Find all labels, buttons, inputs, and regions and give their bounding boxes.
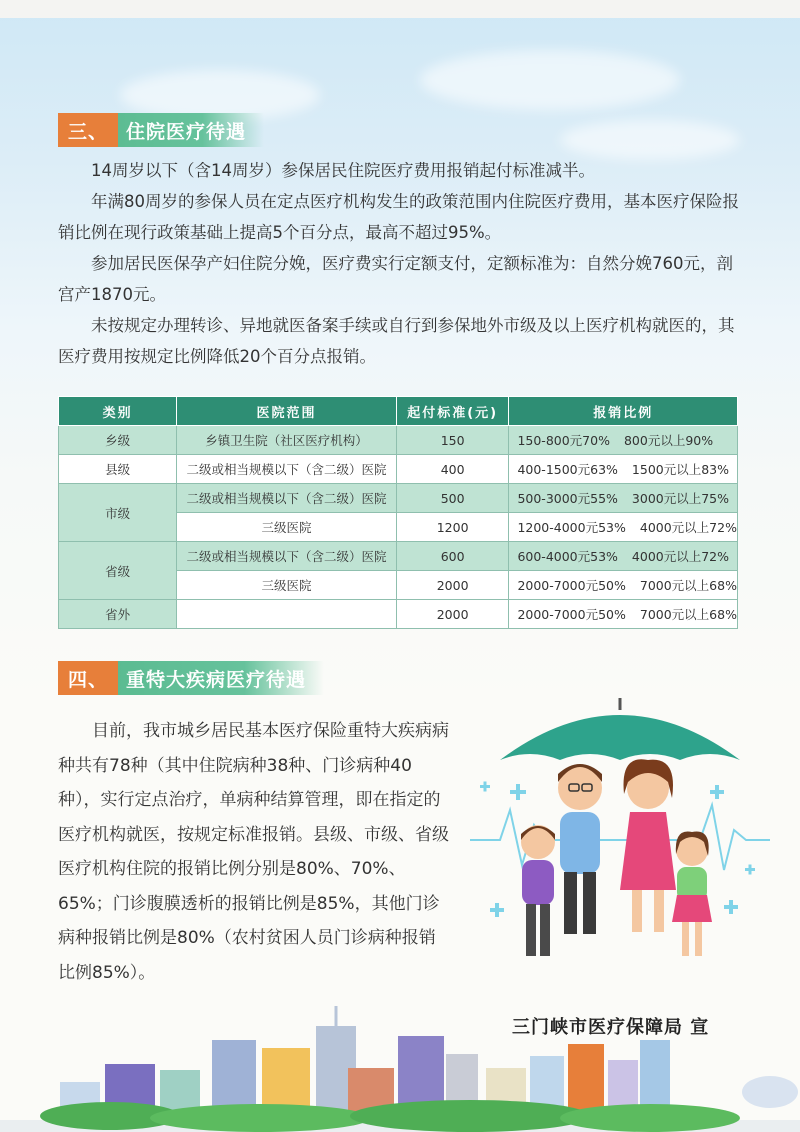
table-row (59, 484, 738, 513)
threshold-cell: 150 (396, 426, 509, 455)
section-4-body (58, 714, 450, 990)
ratio-cell (509, 455, 738, 484)
threshold-cell: 400 (396, 455, 509, 484)
ratio-above: 7000元以上68% (639, 578, 737, 593)
ratio-above: 4000元以上72% (631, 549, 730, 564)
ratio-above: 800元以上90% (623, 433, 714, 448)
ratio-range: 150-800元70% (517, 433, 610, 448)
threshold-cell: 2000 (396, 600, 509, 629)
cloud-decoration (560, 120, 740, 160)
table-row (59, 542, 738, 571)
paragraph: 14周岁以下（含14周岁）参保居民住院医疗费用报销起付标准减半。 (91, 161, 595, 180)
section-4-title: 重特大疾病医疗待遇 (126, 668, 307, 691)
column-header-ratio: 报销比例 (509, 397, 738, 426)
page-top-edge (0, 0, 800, 18)
column-header-scope: 医院范围 (177, 397, 397, 426)
ratio-cell (509, 600, 738, 629)
reimbursement-table (58, 396, 738, 629)
level-cell: 省外 (59, 600, 177, 629)
cloud-decoration (420, 50, 680, 110)
section-3-body (58, 155, 742, 372)
ratio-cell (509, 571, 738, 600)
section-4-number: 四、 (58, 661, 118, 695)
ratio-cell (509, 513, 738, 542)
ratio-above: 4000元以上72% (639, 520, 737, 535)
ratio-cell (509, 542, 738, 571)
paragraph: 未按规定办理转诊、异地就医备案手续或自行到参保地外市级及以上医疗机构就医的，其医疗费用按规定比例降低20个百分点报销。 (58, 316, 735, 366)
scope-cell: 二级或相当规模以下（含二级）医院 (177, 455, 397, 484)
section-4-heading (58, 661, 324, 695)
threshold-cell: 1200 (396, 513, 509, 542)
publisher-credit: 三门峡市医疗保障局 宣 (512, 1017, 710, 1038)
level-cell: 乡级 (59, 426, 177, 455)
scope-cell: 乡镇卫生院（社区医疗机构） (177, 426, 397, 455)
level-cell: 县级 (59, 455, 177, 484)
section-3-heading (58, 113, 264, 147)
threshold-cell: 500 (396, 484, 509, 513)
ratio-range: 2000-7000元50% (517, 607, 626, 622)
ratio-range: 500-3000元55% (517, 491, 618, 506)
section-3-number: 三、 (58, 113, 118, 147)
level-cell: 市级 (59, 484, 177, 542)
ratio-range: 2000-7000元50% (517, 578, 626, 593)
family-umbrella-icon (470, 690, 770, 970)
scope-cell: 二级或相当规模以下（含二级）医院 (177, 542, 397, 571)
table-header-row (59, 397, 738, 426)
ratio-range: 600-4000元53% (517, 549, 618, 564)
threshold-cell: 600 (396, 542, 509, 571)
paragraph: 年满80周岁的参保人员在定点医疗机构发生的政策范围内住院医疗费用，基本医疗保险报销比例在现行政策基础上提高5个百分点，最高不超过95%。 (58, 192, 739, 242)
ratio-above: 7000元以上68% (639, 607, 737, 622)
scope-cell: 二级或相当规模以下（含二级）医院 (177, 484, 397, 513)
table-row (59, 455, 738, 484)
column-header-threshold: 起付标准(元) (396, 397, 509, 426)
ratio-range: 400-1500元63% (517, 462, 618, 477)
scope-cell: 三级医院 (177, 571, 397, 600)
ratio-above: 1500元以上83% (631, 462, 730, 477)
level-cell: 省级 (59, 542, 177, 600)
paragraph: 参加居民医保孕产妇住院分娩，医疗费实行定额支付，定额标准为：自然分娩760元，剖宫产1870元。 (58, 254, 733, 304)
paragraph: 目前，我市城乡居民基本医疗保险重特大疾病病种共有78种（其中住院病种38种、门诊病种40种），实行定点治疗，单病种结算管理，即在指定的医疗机构就医，按规定标准报销。县级、市级、省级医疗机构住院的报销比例分别是80%、70%、65%；门诊腹膜透析的报销比例是85%，其他门诊病种报销比例是80%（农村贫困人员门诊病种报销比例85%）。 (58, 721, 449, 983)
threshold-cell: 2000 (396, 571, 509, 600)
ratio-above: 3000元以上75% (631, 491, 730, 506)
scope-cell: 三级医院 (177, 513, 397, 542)
ratio-cell (509, 484, 738, 513)
table-row (59, 426, 738, 455)
ratio-range: 1200-4000元53% (517, 520, 626, 535)
column-header-level: 类别 (59, 397, 177, 426)
ratio-cell (509, 426, 738, 455)
table-row (59, 600, 738, 629)
scope-cell (177, 600, 397, 629)
section-3-title: 住院医疗待遇 (126, 120, 247, 143)
